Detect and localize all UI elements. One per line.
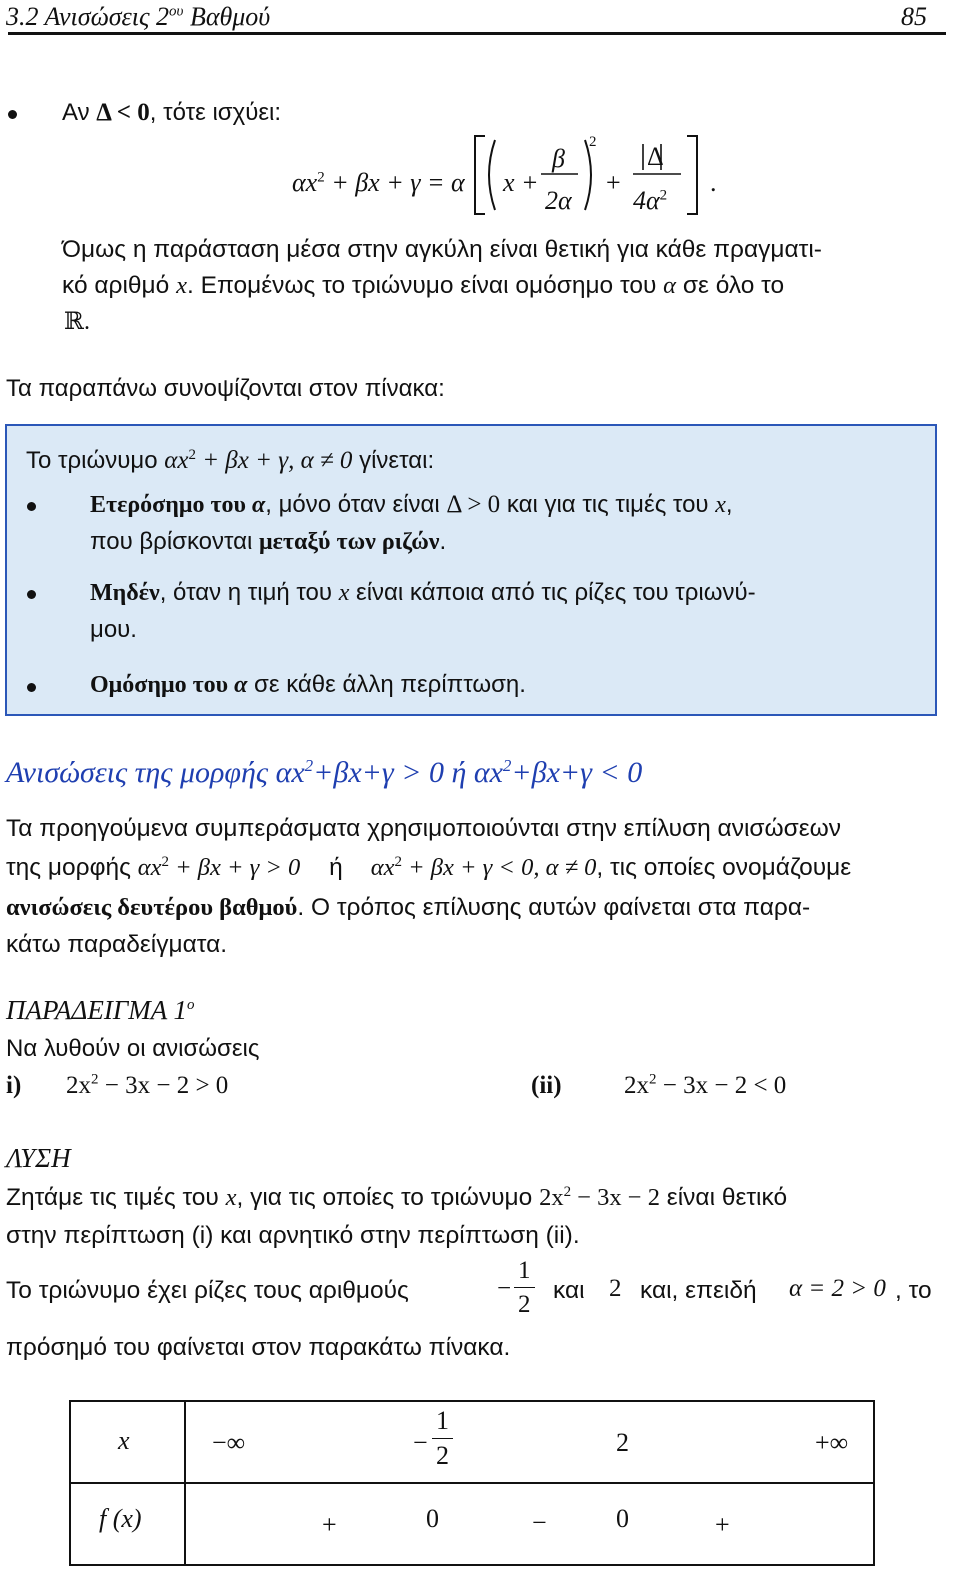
- sol-l1-mid: , για τις οποίες το τριώνυμο: [236, 1184, 540, 1211]
- l2-m2: αx: [370, 854, 395, 881]
- p2-alpha: α: [663, 272, 677, 299]
- formula-x-plus: x +: [503, 168, 539, 197]
- summary-line1-post: γίνεται:: [352, 447, 435, 474]
- summary-math-ax: αx: [164, 447, 189, 474]
- l2-m1: αx: [137, 854, 162, 881]
- example-inequality-i: $2x^2 - 3x - 2 > 0$: [66, 1071, 229, 1099]
- header-sup: ου: [169, 3, 184, 20]
- intro-post: , τότε ισχύει:: [149, 99, 282, 126]
- b2-x: x: [338, 580, 350, 606]
- sign-table-label-cell: [70, 1401, 185, 1483]
- heading-part-a: Ανισώσεις της μορφής αx: [6, 756, 305, 789]
- solution-roots-line: [6, 1276, 409, 1306]
- example-statement: Να λυθούν οι ανισώσεις: [6, 1035, 260, 1062]
- neg-infinity: −∞: [212, 1428, 246, 1457]
- summary-bullet-2-line2: μου.: [90, 616, 137, 643]
- b1-x: x: [715, 492, 726, 518]
- formula-brackets: [465, 130, 705, 220]
- row-label-fx: f (x): [99, 1504, 142, 1533]
- example-inequality-ii: $2x^2 - 3x - 2 < 0$: [624, 1071, 787, 1099]
- sign-table-row-f: [70, 1483, 874, 1565]
- b2-text: , όταν η τιμή του: [159, 579, 339, 606]
- intro-pre: Αν: [62, 99, 97, 126]
- header-section-text: 3.2 Ανισώσεις 2: [6, 2, 170, 31]
- root-num: 1: [518, 1257, 531, 1284]
- bullet: [27, 502, 36, 511]
- intro-condition: Δ < 0: [96, 99, 150, 126]
- b1-text: , μόνο όταν είναι: [265, 491, 447, 518]
- formula-lhs: $\alpha x^2 + \beta x + \gamma = \alpha$: [292, 168, 465, 197]
- l2-pre: της μορφής: [6, 854, 138, 881]
- header-section-tail: Βαθμού: [183, 2, 271, 31]
- sign-minus: −: [532, 1508, 547, 1537]
- root1-num: 1: [436, 1406, 449, 1435]
- root2: 2: [616, 1428, 629, 1457]
- page-number: 85: [901, 2, 927, 31]
- b1-alpha: α: [251, 492, 266, 518]
- sign-table-label-cell: [70, 1483, 185, 1565]
- l2-m1b: + βx + γ > 0: [168, 854, 301, 881]
- solution-title: ΛΥΣΗ: [6, 1143, 71, 1173]
- paragraph-line: [62, 271, 784, 301]
- reals-symbol: ℝ.: [64, 309, 90, 335]
- b3-text: σε κάθε άλλη περίπτωση.: [247, 671, 526, 698]
- example-title: [6, 995, 194, 1026]
- example-title-text: ΠΑΡΑΔΕΙΓΜΑ 1: [6, 995, 187, 1025]
- formula-2a: 2α: [545, 186, 572, 215]
- sign-table-values-cell: [185, 1483, 874, 1565]
- solution-line: στην περίπτωση (i) και αρνητικό στην περίπτωση (ii).: [6, 1222, 580, 1249]
- sol-l3-post: , το: [895, 1277, 932, 1304]
- ineq-i-rest: − 3x − 2 > 0: [98, 1072, 229, 1099]
- sol-l1-pre: Ζητάμε τις τιμές του: [6, 1184, 226, 1211]
- running-header-title: [6, 2, 270, 32]
- root1-minus: −: [413, 1428, 428, 1457]
- summary-intro: Τα παραπάνω συνοψίζονται στον πίνακα:: [6, 375, 445, 402]
- b3-alpha: α: [234, 672, 248, 698]
- summary-bullet-1: [90, 490, 733, 520]
- section-body-line: κάτω παραδείγματα.: [6, 931, 228, 958]
- zero-1: 0: [426, 1504, 439, 1533]
- summary-bullet-1-line2: [90, 527, 446, 557]
- sol-l1-post: είναι θετικό: [659, 1184, 788, 1211]
- sol-l3-math: α = 2 > 0: [789, 1275, 886, 1302]
- section-body-line: Τα προηγούμενα συμπεράσματα χρησιμοποιούνται στην επίλυση ανισώσεων: [6, 815, 842, 842]
- ineq-ii-rest: − 3x − 2 < 0: [656, 1072, 787, 1099]
- bullet: [8, 110, 17, 119]
- root1-den: 2: [432, 1438, 453, 1469]
- summary-math-rest: + βx + γ, α ≠ 0: [195, 447, 353, 474]
- b1-cond: Δ > 0: [446, 491, 501, 518]
- section-heading: [6, 756, 642, 790]
- p2-c: σε όλο το: [676, 272, 785, 299]
- b3-bold: Ομόσημο του: [90, 672, 235, 698]
- l2-post: , τις οποίες ονομάζουμε: [596, 854, 852, 881]
- b2-bold: Μηδέν: [90, 580, 160, 606]
- root-minus-sign: −: [497, 1275, 512, 1302]
- formula-end: .: [710, 168, 717, 197]
- header-rule: [8, 32, 946, 35]
- l3-bold: ανισώσεις δευτέρου βαθμού: [6, 894, 298, 921]
- p2-a: κό αριθμό: [62, 272, 177, 299]
- summary-line1: Το τριώνυμο $\alpha x^2 + \beta x + \gamma$, α ≠ 0 γίνεται:: [26, 447, 435, 474]
- formula-4a: 4α: [633, 186, 660, 215]
- root-den: 2: [514, 1287, 535, 1317]
- summary-line1-pre: Το τριώνυμο: [26, 447, 165, 474]
- formula-mid: + βx + γ = α: [324, 168, 465, 197]
- sol-l3-mid: και, επειδή: [640, 1277, 757, 1304]
- solution-line: πρόσημό του φαίνεται στον παρακάτω πίνακα.: [6, 1334, 511, 1361]
- b1-line2-bold: μεταξύ των ριζών: [259, 529, 440, 555]
- p2-x: x: [176, 272, 187, 299]
- root-fraction: [514, 1258, 535, 1317]
- sol-l1-x: x: [225, 1184, 237, 1211]
- b1-bold: Ετερόσημο του: [90, 492, 252, 518]
- root-two: 2: [609, 1275, 622, 1302]
- example-label-ii: (ii): [531, 1072, 562, 1099]
- formula-4a-wrap: $4\alpha^2$: [633, 186, 668, 215]
- b2-text2: είναι κάποια από τις ρίζες του τριωνύ-: [349, 579, 756, 606]
- summary-bullet-2: [90, 578, 756, 608]
- section-body-line: [6, 893, 810, 923]
- b1-text2: και για τις τιμές του: [500, 491, 716, 518]
- example-title-sup: ο: [186, 997, 195, 1013]
- l2-m2b: + βx + γ < 0, α ≠ 0: [402, 854, 597, 881]
- ineq-i-2x: 2x: [66, 1072, 91, 1099]
- ineq-ii-2x: 2x: [624, 1072, 649, 1099]
- bullet: [27, 590, 36, 599]
- l3-text: . Ο τρόπος επίλυσης αυτών φαίνεται στα παρα-: [297, 894, 811, 921]
- heading-part-b: +βx+γ > 0 ή αx: [313, 756, 503, 789]
- formula-ax: αx: [292, 168, 318, 197]
- summary-bullet-3: [90, 670, 526, 700]
- sign-plus-2: +: [715, 1510, 730, 1539]
- p2-b: . Επομένως το τριώνυμο είναι ομόσημο του: [186, 272, 664, 299]
- root-and: και: [553, 1277, 585, 1304]
- sol-l3-pre: Το τριώνυμο έχει ρίζες τους αριθμούς: [6, 1277, 409, 1304]
- b1-end: ,: [725, 491, 733, 518]
- heading-sup-2: 2: [502, 756, 512, 775]
- b1-line2-pre: που βρίσκονται: [90, 528, 260, 555]
- zero-2: 0: [616, 1504, 629, 1533]
- heading-sup-1: 2: [304, 756, 314, 775]
- formula-delta: Δ: [647, 142, 664, 171]
- b1-line2-end: .: [439, 528, 447, 555]
- row-label-x: x: [118, 1426, 130, 1455]
- l2-or: ή: [329, 854, 343, 881]
- formula-square-exp: 2: [589, 134, 597, 150]
- bullet: [27, 683, 36, 692]
- formula-beta: β: [552, 144, 565, 173]
- example-label-i: i): [6, 1072, 22, 1099]
- formula-plus: +: [606, 168, 621, 197]
- solution-line: Ζητάμε τις τιμές του x, για τις οποίες το τριώνυμο $2x^2 - 3x - 2$ είναι θετικό: [6, 1183, 788, 1211]
- heading-part-c: +βx+γ < 0: [511, 756, 643, 789]
- sol-l1-math: 2x: [539, 1184, 564, 1211]
- pos-infinity: +∞: [815, 1428, 849, 1457]
- root1-fraction: [432, 1408, 453, 1469]
- sign-table-row-x: [70, 1401, 874, 1483]
- sign-plus-1: +: [322, 1510, 337, 1539]
- section-body-line: της μορφής $\alpha x^2 + \beta x + \gamma > 0$ ή $\alpha x^2 + \beta x + \gamma < 0$, α ≠ 0, τις οποίες ονομάζουμε: [6, 853, 852, 881]
- sign-table: [69, 1400, 875, 1566]
- sign-table-values-cell: [185, 1401, 874, 1483]
- paragraph-line: Όμως η παράσταση μέσα στην αγκύλη είναι θετική για κάθε πραγματι-: [62, 236, 822, 263]
- sol-l1-math2: − 3x − 2: [571, 1184, 660, 1211]
- case-neg-intro: [62, 98, 281, 128]
